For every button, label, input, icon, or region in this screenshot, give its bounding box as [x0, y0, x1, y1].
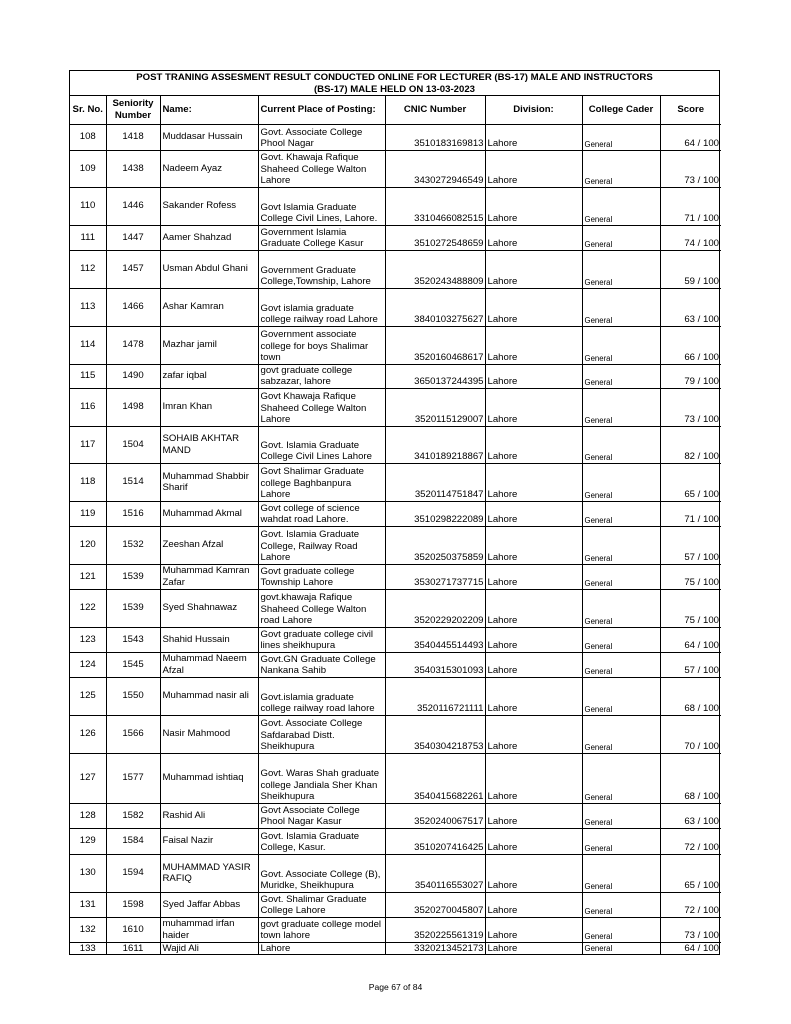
- cell-division: Lahore: [485, 225, 582, 250]
- cell-cnic: 3520240067517: [385, 803, 485, 828]
- table-row: [70, 627, 721, 652]
- cell-division: Lahore: [485, 715, 582, 753]
- cell-division: Lahore: [485, 828, 582, 854]
- cell-seniority: 1584: [106, 828, 160, 854]
- cell-cadre: General: [582, 942, 660, 954]
- cell-cadre: General: [582, 677, 660, 715]
- cell-cnic: 3520243488809: [385, 250, 485, 288]
- cell-sr: 115: [70, 364, 106, 388]
- cell-cadre: General: [582, 715, 660, 753]
- cell-cnic: 3540415682261: [385, 753, 485, 803]
- cell-seniority: 1478: [106, 326, 160, 364]
- cell-seniority: 1532: [106, 526, 160, 564]
- cell-cnic: 3540304218753: [385, 715, 485, 753]
- cell-posting: Govt graduate college civil lines sheikhupura: [258, 627, 385, 652]
- cell-score: 72 / 100: [660, 892, 721, 917]
- cell-cnic: 3650137244395: [385, 364, 485, 388]
- cell-posting: Government Islamia Graduate College Kasur: [258, 225, 385, 250]
- table-row: [70, 589, 721, 627]
- cell-score: 57 / 100: [660, 652, 721, 677]
- cell-name: Ashar Kamran: [160, 288, 258, 326]
- cell-name: MUHAMMAD YASIR RAFIQ: [160, 854, 258, 892]
- cell-cnic: 3510298222089: [385, 501, 485, 526]
- cell-division: Lahore: [485, 288, 582, 326]
- cell-cnic: 3540315301093: [385, 652, 485, 677]
- table-row: [70, 677, 721, 715]
- cell-division: Lahore: [485, 526, 582, 564]
- cell-cadre: General: [582, 463, 660, 501]
- cell-cadre: General: [582, 364, 660, 388]
- cell-name: Nasir Mahmood: [160, 715, 258, 753]
- cell-division: Lahore: [485, 463, 582, 501]
- cell-sr: 113: [70, 288, 106, 326]
- cell-score: 72 / 100: [660, 828, 721, 854]
- cell-division: Lahore: [485, 753, 582, 803]
- cell-score: 82 / 100: [660, 426, 721, 463]
- cell-score: 71 / 100: [660, 501, 721, 526]
- header-score: Score: [660, 96, 721, 124]
- cell-seniority: 1514: [106, 463, 160, 501]
- table-row: [70, 828, 721, 854]
- cell-cnic: 3520225561319: [385, 917, 485, 942]
- cell-seniority: 1598: [106, 892, 160, 917]
- cell-sr: 121: [70, 564, 106, 589]
- cell-score: 79 / 100: [660, 364, 721, 388]
- cell-score: 70 / 100: [660, 715, 721, 753]
- cell-cadre: General: [582, 564, 660, 589]
- cell-seniority: 1490: [106, 364, 160, 388]
- cell-name: Muhammad ishtiaq: [160, 753, 258, 803]
- cell-name: Aamer Shahzad: [160, 225, 258, 250]
- cell-division: Lahore: [485, 501, 582, 526]
- cell-score: 75 / 100: [660, 564, 721, 589]
- cell-score: 64 / 100: [660, 124, 721, 150]
- cell-score: 64 / 100: [660, 942, 721, 954]
- cell-sr: 131: [70, 892, 106, 917]
- cell-seniority: 1446: [106, 187, 160, 225]
- cell-posting: govt graduate college model town lahore: [258, 917, 385, 942]
- cell-seniority: 1466: [106, 288, 160, 326]
- cell-score: 57 / 100: [660, 526, 721, 564]
- page-number: Page 67 of 84: [368, 982, 423, 992]
- cell-posting: Govt college of science wahdat road Lahore.: [258, 501, 385, 526]
- cell-cnic: 3410189218867: [385, 426, 485, 463]
- cell-name: Zeeshan Afzal: [160, 526, 258, 564]
- cell-cnic: 3520270045807: [385, 892, 485, 917]
- cell-posting: Lahore: [258, 942, 385, 954]
- cell-division: Lahore: [485, 426, 582, 463]
- table-row: [70, 463, 721, 501]
- cell-score: 71 / 100: [660, 187, 721, 225]
- cell-sr: 120: [70, 526, 106, 564]
- cell-seniority: 1582: [106, 803, 160, 828]
- cell-score: 68 / 100: [660, 677, 721, 715]
- cell-seniority: 1611: [106, 942, 160, 954]
- cell-score: 63 / 100: [660, 803, 721, 828]
- table-row: [70, 753, 721, 803]
- cell-posting: Govt. Associate College Phool Nagar: [258, 124, 385, 150]
- table-row: [70, 150, 721, 187]
- cell-posting: govt graduate college sabzazar, lahore: [258, 364, 385, 388]
- cell-name: Muddasar Hussain: [160, 124, 258, 150]
- cell-sr: 124: [70, 652, 106, 677]
- cell-cadre: General: [582, 426, 660, 463]
- table-row: [70, 564, 721, 589]
- cell-posting: Govt Khawaja Rafique Shaheed College Walton Lahore: [258, 388, 385, 426]
- cell-posting: govt.khawaja Rafique Shaheed College Walton road Lahore: [258, 589, 385, 627]
- cell-name: zafar iqbal: [160, 364, 258, 388]
- cell-division: Lahore: [485, 677, 582, 715]
- cell-posting: Govt Shalimar Graduate college Baghbanpura Lahore: [258, 463, 385, 501]
- table-row: [70, 288, 721, 326]
- cell-name: Shahid Hussain: [160, 627, 258, 652]
- table-row: [70, 715, 721, 753]
- cell-cadre: General: [582, 526, 660, 564]
- cell-cadre: General: [582, 250, 660, 288]
- cell-cnic: 3520115129007: [385, 388, 485, 426]
- cell-cadre: General: [582, 150, 660, 187]
- cell-posting: Govt.GN Graduate College Nankana Sahib: [258, 652, 385, 677]
- cell-sr: 109: [70, 150, 106, 187]
- result-sheet: [69, 70, 720, 955]
- table-row: [70, 803, 721, 828]
- cell-cnic: 3520114751847: [385, 463, 485, 501]
- cell-cnic: 3840103275627: [385, 288, 485, 326]
- cell-sr: 133: [70, 942, 106, 954]
- cell-cadre: General: [582, 627, 660, 652]
- cell-cadre: General: [582, 288, 660, 326]
- cell-division: Lahore: [485, 627, 582, 652]
- cell-name: Syed Shahnawaz: [160, 589, 258, 627]
- header-name: Name:: [160, 96, 258, 124]
- cell-cadre: General: [582, 803, 660, 828]
- cell-seniority: 1539: [106, 589, 160, 627]
- cell-score: 73 / 100: [660, 388, 721, 426]
- cell-cnic: 3320213452173: [385, 942, 485, 954]
- cell-posting: Govt. Associate College Safdarabad Distt. Sheikhupura: [258, 715, 385, 753]
- cell-score: 66 / 100: [660, 326, 721, 364]
- results-body: [70, 124, 721, 954]
- cell-sr: 119: [70, 501, 106, 526]
- cell-division: Lahore: [485, 652, 582, 677]
- cell-division: Lahore: [485, 388, 582, 426]
- header-row: [70, 96, 721, 124]
- cell-division: Lahore: [485, 803, 582, 828]
- cell-sr: 130: [70, 854, 106, 892]
- cell-posting: Govt Associate College Phool Nagar Kasur: [258, 803, 385, 828]
- cell-division: Lahore: [485, 892, 582, 917]
- cell-sr: 129: [70, 828, 106, 854]
- cell-sr: 123: [70, 627, 106, 652]
- cell-cnic: 3310466082515: [385, 187, 485, 225]
- cell-score: 75 / 100: [660, 589, 721, 627]
- cell-posting: Govt Islamia Graduate College Civil Lines, Lahore.: [258, 187, 385, 225]
- cell-posting: Govt. Islamia Graduate College, Kasur.: [258, 828, 385, 854]
- cell-cnic: 3510272548659: [385, 225, 485, 250]
- cell-sr: 127: [70, 753, 106, 803]
- table-row: [70, 250, 721, 288]
- header-sr: Sr. No.: [70, 96, 106, 124]
- header-cnic: CNIC Number: [385, 96, 485, 124]
- cell-sr: 132: [70, 917, 106, 942]
- cell-cadre: General: [582, 828, 660, 854]
- results-table: [70, 96, 721, 954]
- cell-name: Imran Khan: [160, 388, 258, 426]
- table-row: [70, 124, 721, 150]
- cell-seniority: 1545: [106, 652, 160, 677]
- cell-cadre: General: [582, 225, 660, 250]
- cell-seniority: 1457: [106, 250, 160, 288]
- cell-seniority: 1447: [106, 225, 160, 250]
- table-row: [70, 501, 721, 526]
- cell-division: Lahore: [485, 364, 582, 388]
- table-row: [70, 526, 721, 564]
- cell-posting: Government Graduate College,Township, Lahore: [258, 250, 385, 288]
- cell-name: Usman Abdul Ghani: [160, 250, 258, 288]
- cell-cnic: 3510207416425: [385, 828, 485, 854]
- cell-seniority: 1543: [106, 627, 160, 652]
- cell-cadre: General: [582, 753, 660, 803]
- cell-cnic: 3520250375859: [385, 526, 485, 564]
- cell-posting: Government associate college for boys Shalimar town: [258, 326, 385, 364]
- cell-name: Muhammad Akmal: [160, 501, 258, 526]
- cell-name: muhammad irfan haider: [160, 917, 258, 942]
- cell-division: Lahore: [485, 589, 582, 627]
- cell-cadre: General: [582, 187, 660, 225]
- cell-sr: 122: [70, 589, 106, 627]
- cell-sr: 112: [70, 250, 106, 288]
- cell-score: 73 / 100: [660, 917, 721, 942]
- cell-sr: 111: [70, 225, 106, 250]
- cell-seniority: 1504: [106, 426, 160, 463]
- header-division: Division:: [485, 96, 582, 124]
- cell-seniority: 1516: [106, 501, 160, 526]
- cell-seniority: 1577: [106, 753, 160, 803]
- cell-name: Muhammad Naeem Afzal: [160, 652, 258, 677]
- cell-sr: 118: [70, 463, 106, 501]
- cell-cnic: 3520229202209: [385, 589, 485, 627]
- cell-cnic: 3430272946549: [385, 150, 485, 187]
- cell-seniority: 1594: [106, 854, 160, 892]
- table-row: [70, 426, 721, 463]
- document-title: [70, 71, 719, 96]
- cell-division: Lahore: [485, 564, 582, 589]
- cell-cnic: 3520116721111: [385, 677, 485, 715]
- cell-score: 74 / 100: [660, 225, 721, 250]
- cell-posting: Govt islamia graduate college railway road Lahore: [258, 288, 385, 326]
- cell-seniority: 1539: [106, 564, 160, 589]
- cell-sr: 108: [70, 124, 106, 150]
- cell-name: Wajid Ali: [160, 942, 258, 954]
- table-row: [70, 187, 721, 225]
- cell-sr: 114: [70, 326, 106, 364]
- cell-division: Lahore: [485, 187, 582, 225]
- cell-score: 65 / 100: [660, 463, 721, 501]
- cell-sr: 126: [70, 715, 106, 753]
- cell-division: Lahore: [485, 917, 582, 942]
- cell-seniority: 1498: [106, 388, 160, 426]
- cell-sr: 125: [70, 677, 106, 715]
- table-row: [70, 892, 721, 917]
- cell-score: 65 / 100: [660, 854, 721, 892]
- cell-cnic: 3540445514493: [385, 627, 485, 652]
- header-seniority: Seniority Number: [106, 96, 160, 124]
- cell-division: Lahore: [485, 942, 582, 954]
- cell-cadre: General: [582, 388, 660, 426]
- cell-seniority: 1610: [106, 917, 160, 942]
- cell-division: Lahore: [485, 150, 582, 187]
- title-line-1: POST TRANING ASSESMENT RESULT CONDUCTED ONLINE FOR LECTURER (BS-17) MALE AND INSTRUCTORS: [136, 72, 653, 83]
- cell-division: Lahore: [485, 854, 582, 892]
- header-cadre: College Cader: [582, 96, 660, 124]
- header-posting: Current Place of Posting:: [258, 96, 385, 124]
- cell-posting: Govt. Associate College (B), Muridke, Sheikhupura: [258, 854, 385, 892]
- cell-cnic: 3540116553027: [385, 854, 485, 892]
- cell-division: Lahore: [485, 326, 582, 364]
- title-line-2: (BS-17) MALE HELD ON 13-03-2023: [313, 83, 475, 95]
- table-row: [70, 854, 721, 892]
- cell-name: SOHAIB AKHTAR MAND: [160, 426, 258, 463]
- table-row: [70, 388, 721, 426]
- cell-cadre: General: [582, 892, 660, 917]
- cell-name: Syed Jaffar Abbas: [160, 892, 258, 917]
- cell-cnic: 3520160468617: [385, 326, 485, 364]
- cell-sr: 117: [70, 426, 106, 463]
- table-row: [70, 917, 721, 942]
- cell-name: Muhammad nasir ali: [160, 677, 258, 715]
- cell-cadre: General: [582, 652, 660, 677]
- cell-score: 68 / 100: [660, 753, 721, 803]
- cell-seniority: 1550: [106, 677, 160, 715]
- cell-cadre: General: [582, 917, 660, 942]
- cell-cnic: 3530271737715: [385, 564, 485, 589]
- cell-division: Lahore: [485, 250, 582, 288]
- cell-name: Muhammad Shabbir Sharif: [160, 463, 258, 501]
- cell-name: Mazhar jamil: [160, 326, 258, 364]
- table-row: [70, 326, 721, 364]
- cell-score: 63 / 100: [660, 288, 721, 326]
- cell-sr: 110: [70, 187, 106, 225]
- cell-posting: Govt graduate college Township Lahore: [258, 564, 385, 589]
- table-row: [70, 942, 721, 954]
- cell-name: Faisal Nazir: [160, 828, 258, 854]
- cell-cadre: General: [582, 124, 660, 150]
- cell-posting: Govt. Shalimar Graduate College Lahore: [258, 892, 385, 917]
- cell-score: 59 / 100: [660, 250, 721, 288]
- cell-score: 73 / 100: [660, 150, 721, 187]
- table-row: [70, 652, 721, 677]
- cell-seniority: 1418: [106, 124, 160, 150]
- cell-seniority: 1438: [106, 150, 160, 187]
- cell-cadre: General: [582, 854, 660, 892]
- cell-cnic: 3510183169813: [385, 124, 485, 150]
- cell-name: Sakander Rofess: [160, 187, 258, 225]
- cell-sr: 128: [70, 803, 106, 828]
- cell-cadre: General: [582, 326, 660, 364]
- cell-name: Rashid Ali: [160, 803, 258, 828]
- cell-sr: 116: [70, 388, 106, 426]
- cell-posting: Govt.islamia graduate college railway road lahore: [258, 677, 385, 715]
- cell-posting: Govt. Islamia Graduate College, Railway Road Lahore: [258, 526, 385, 564]
- cell-posting: Govt. Islamia Graduate College Civil Lines Lahore: [258, 426, 385, 463]
- cell-cadre: General: [582, 501, 660, 526]
- cell-cadre: General: [582, 589, 660, 627]
- cell-name: Muhammad Kamran Zafar: [160, 564, 258, 589]
- cell-division: Lahore: [485, 124, 582, 150]
- table-row: [70, 364, 721, 388]
- cell-score: 64 / 100: [660, 627, 721, 652]
- table-row: [70, 225, 721, 250]
- cell-name: Nadeem Ayaz: [160, 150, 258, 187]
- cell-posting: Govt. Waras Shah graduate college Jandiala Sher Khan Sheikhupura: [258, 753, 385, 803]
- cell-posting: Govt. Khawaja Rafique Shaheed College Walton Lahore: [258, 150, 385, 187]
- cell-seniority: 1566: [106, 715, 160, 753]
